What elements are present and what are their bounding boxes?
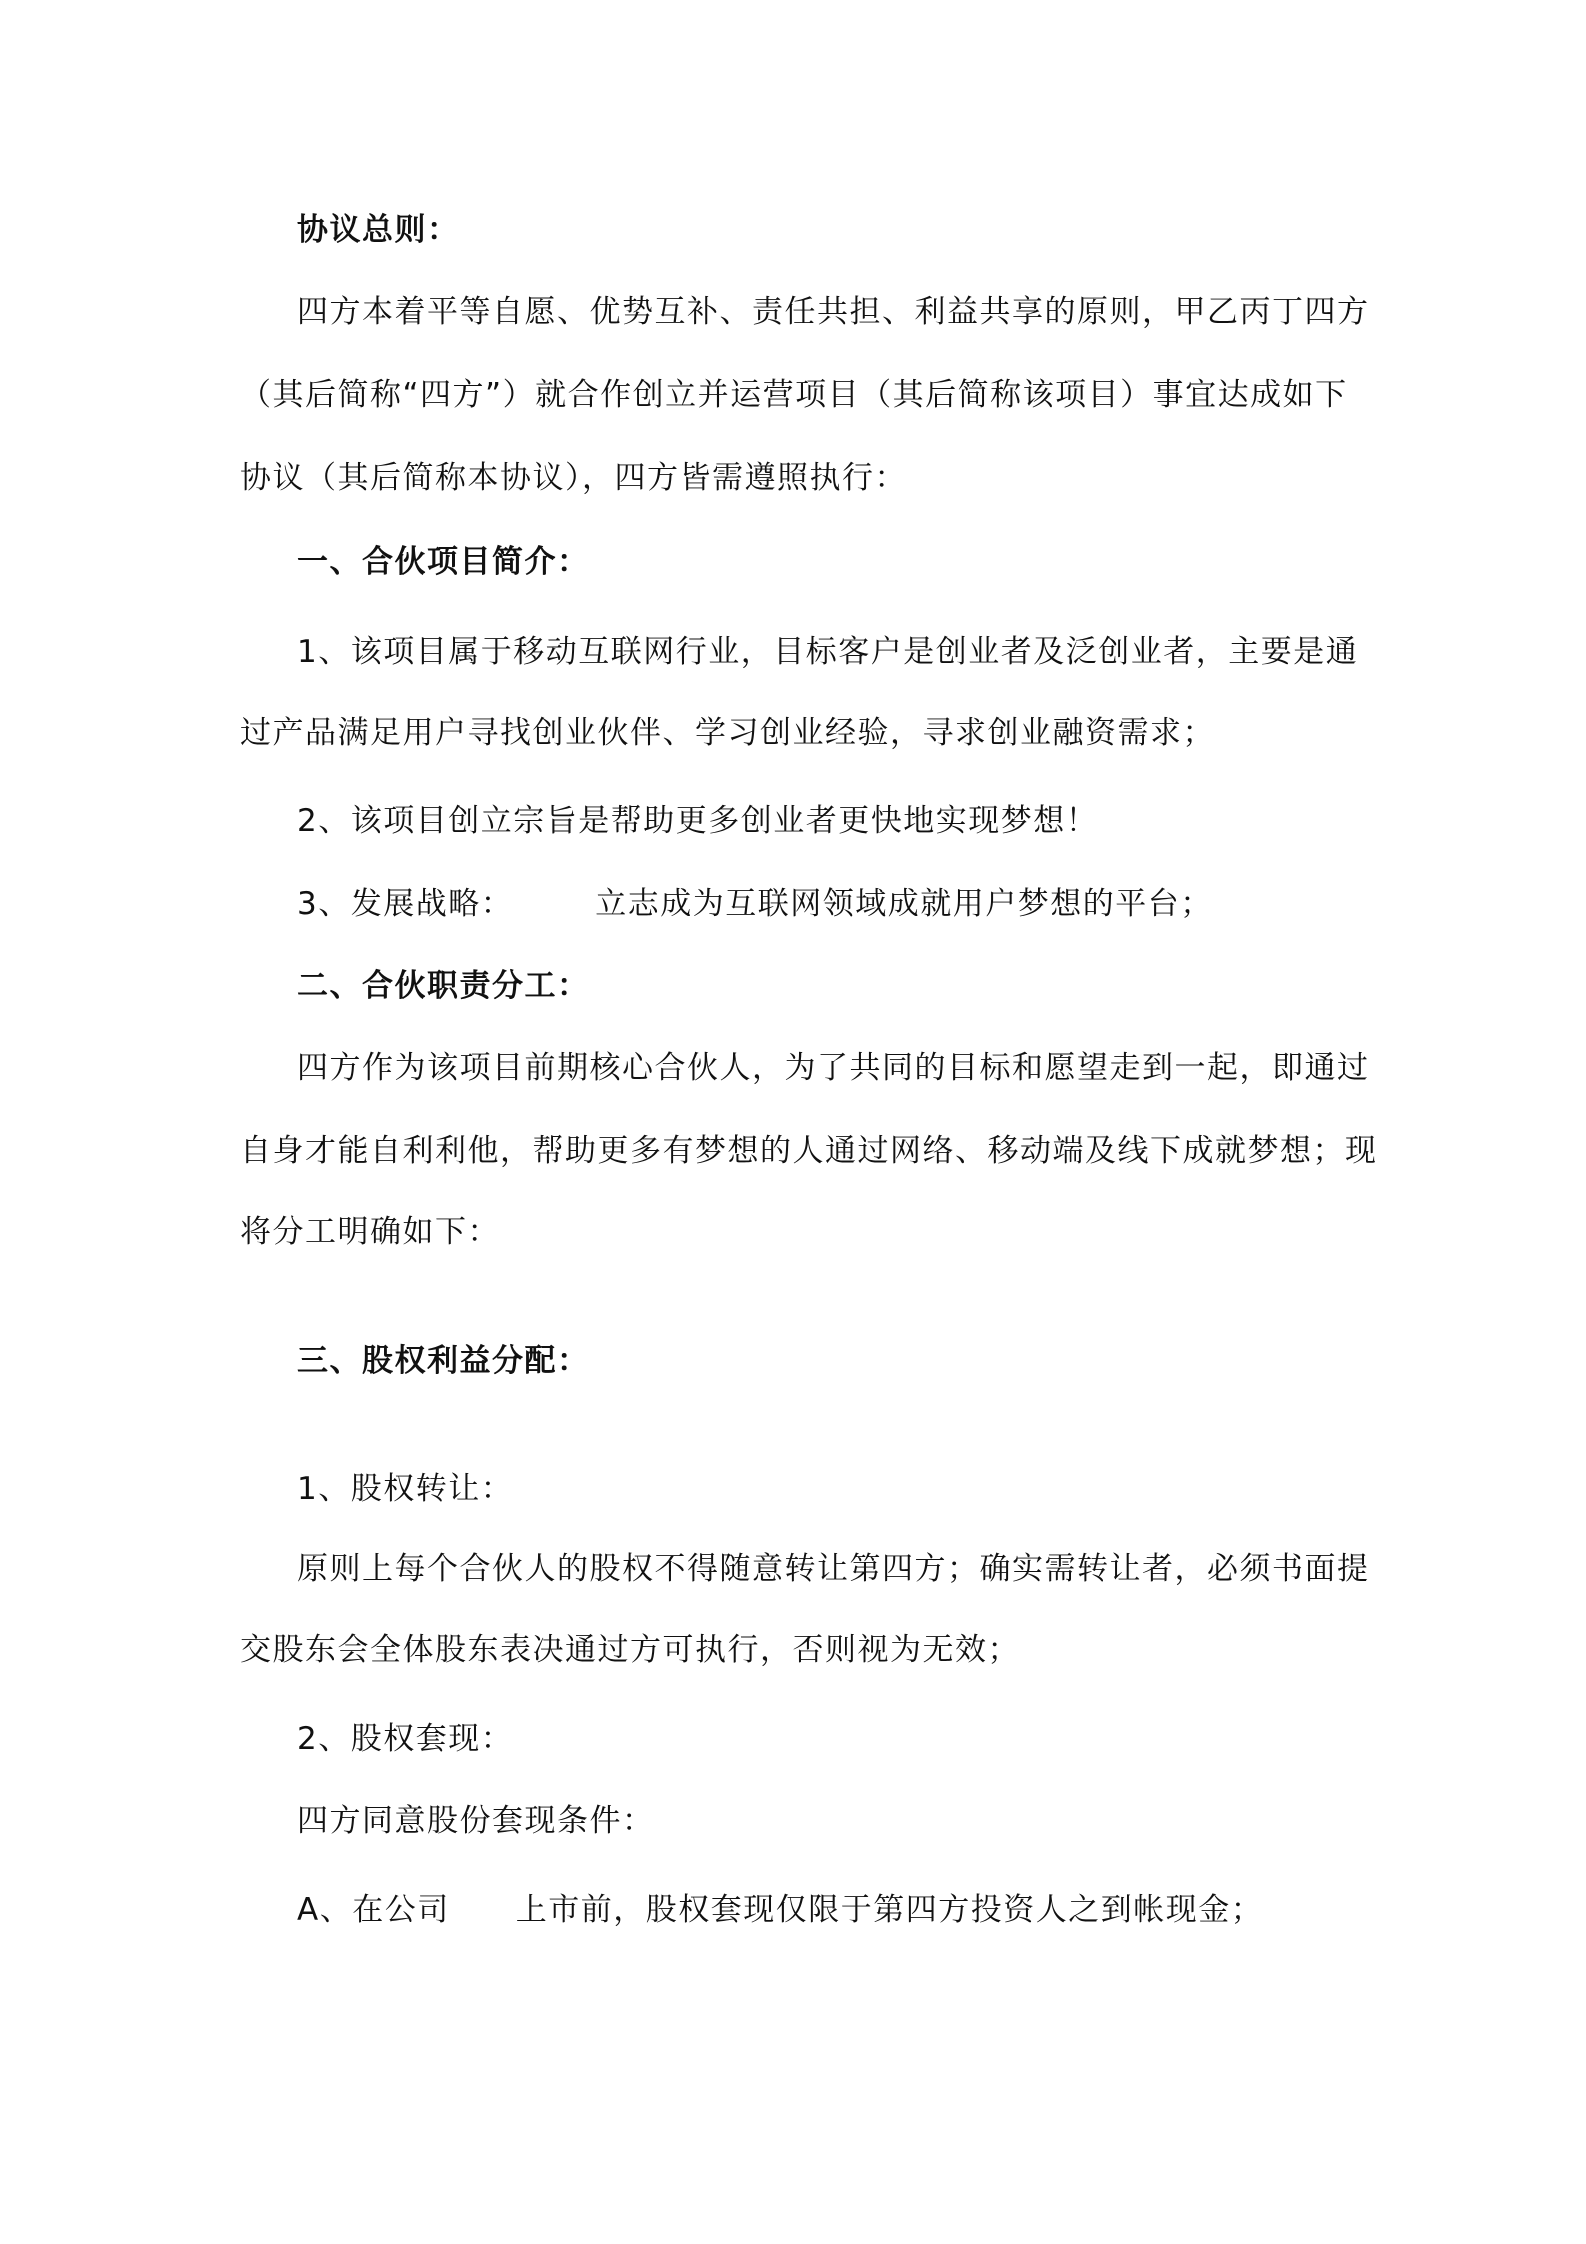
section2-body-line-1: 四方作为该项目前期核心合伙人，为了共同的目标和愿望走到一起，即通过 bbox=[297, 1050, 1370, 1086]
section3-sub1-heading: 1、股权转让： bbox=[297, 1471, 514, 1507]
section3-item-a bbox=[297, 1890, 1417, 1930]
section1-item1-line-1: 1、该项目属于移动互联网行业，目标客户是创业者及泛创业者，主要是通 bbox=[297, 634, 1359, 670]
intro-line-2: （其后简称“四方”）就合作创立并运营项目（其后简称该项目）事宜达成如下 bbox=[240, 377, 1348, 413]
section1-heading: 一、合伙项目简介： bbox=[297, 544, 590, 580]
section2-body-line-3: 将分工明确如下： bbox=[240, 1214, 500, 1250]
section3-heading: 三、股权利益分配： bbox=[297, 1343, 590, 1379]
section1-item3 bbox=[297, 884, 1417, 924]
section3-sub2-intro: 四方同意股份套现条件： bbox=[297, 1803, 655, 1839]
item-a-part1: A、在公司 bbox=[297, 1892, 450, 1928]
general-heading: 协议总则： bbox=[297, 212, 460, 248]
section2-heading: 二、合伙职责分工： bbox=[297, 968, 590, 1004]
section3-sub2-heading: 2、股权套现： bbox=[297, 1721, 514, 1757]
section3-sub1-body-line-1: 原则上每个合伙人的股权不得随意转让第四方；确实需转让者，必须书面提 bbox=[297, 1551, 1370, 1587]
section3-sub1-body-line-2: 交股东会全体股东表决通过方可执行，否则视为无效； bbox=[240, 1632, 1020, 1668]
section1-item3-text: 立志成为互联网领域成就用户梦想的平台； bbox=[595, 886, 1213, 922]
section1-item3-label: 3、发展战略： bbox=[297, 886, 514, 922]
item-a-part2: 上市前，股权套现仅限于第四方投资人之到帐现金； bbox=[515, 1892, 1264, 1928]
intro-line-1: 四方本着平等自愿、优势互补、责任共担、利益共享的原则，甲乙丙丁四方 bbox=[297, 294, 1370, 330]
section1-item1-line-2: 过产品满足用户寻找创业伙伴、学习创业经验，寻求创业融资需求； bbox=[240, 715, 1215, 751]
section2-body-line-2: 自身才能自利利他，帮助更多有梦想的人通过网络、移动端及线下成就梦想；现 bbox=[240, 1133, 1378, 1169]
intro-line-3: 协议（其后简称本协议），四方皆需遵照执行： bbox=[240, 460, 907, 496]
section1-item2: 2、该项目创立宗旨是帮助更多创业者更快地实现梦想！ bbox=[297, 803, 1099, 839]
